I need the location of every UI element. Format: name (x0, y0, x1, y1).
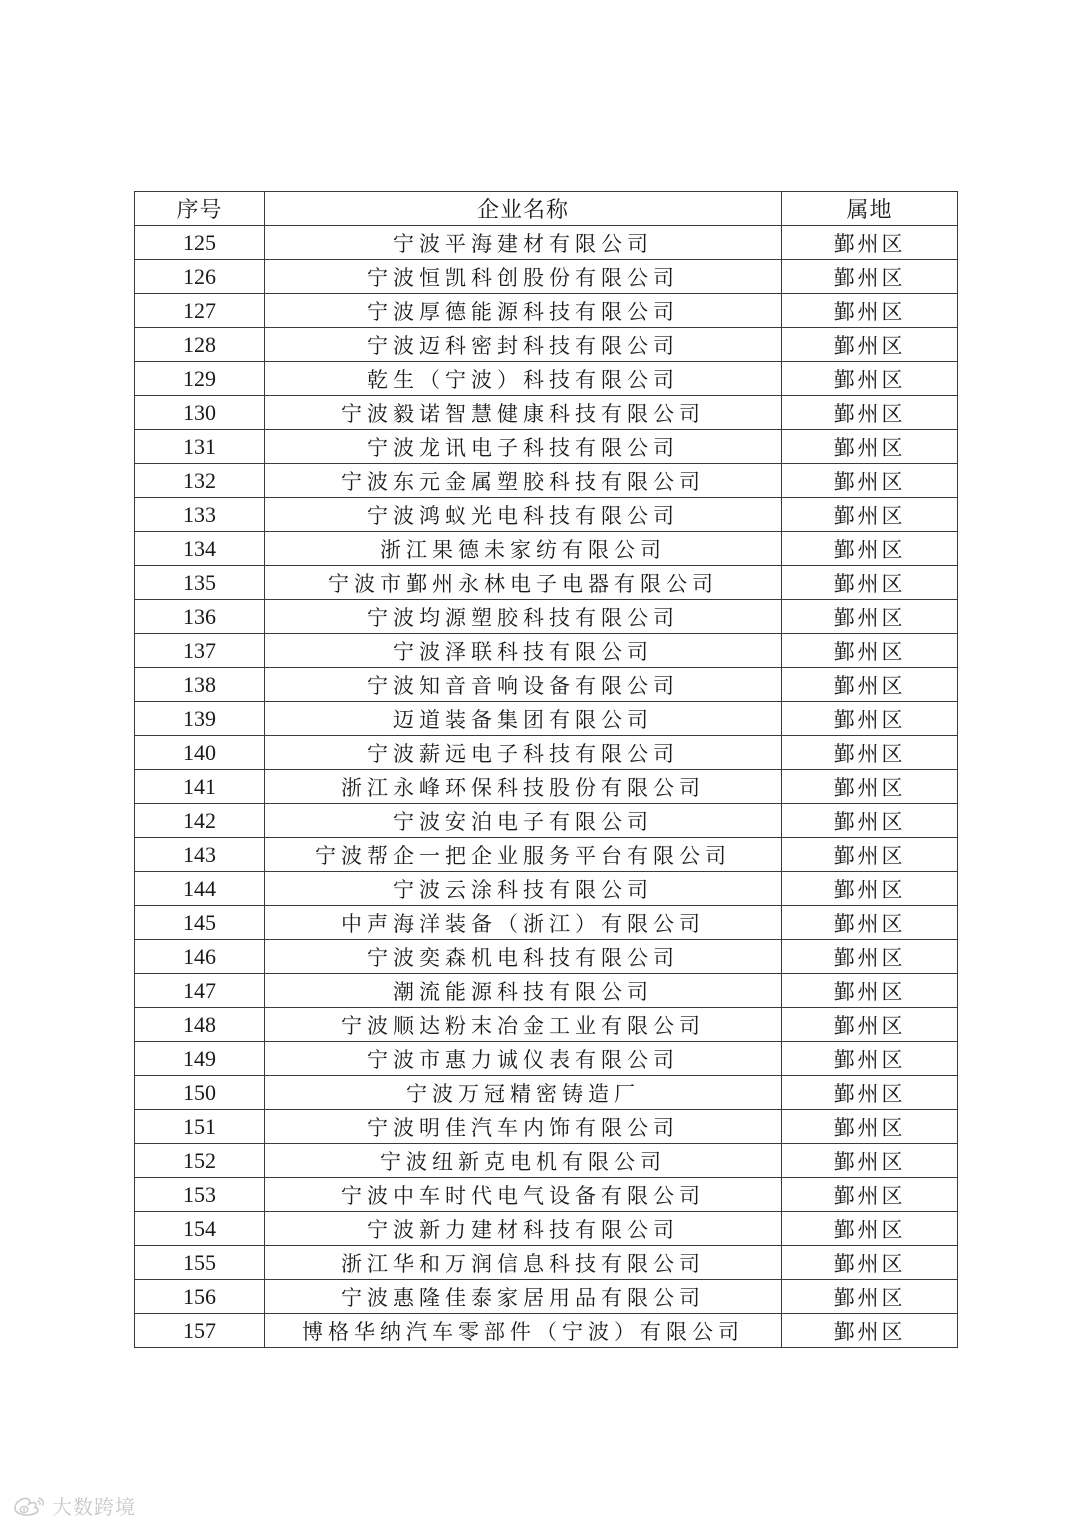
table-row (135, 668, 958, 702)
table-row (135, 838, 958, 872)
company-name-cell: 浙江果德未家纺有限公司 (265, 532, 782, 566)
company-name-cell: 宁波惠隆佳泰家居用品有限公司 (265, 1280, 782, 1314)
row-index-cell: 138 (135, 668, 265, 702)
district-cell: 鄞州区 (782, 804, 958, 838)
table-row (135, 1246, 958, 1280)
company-name-cell: 宁波市鄞州永林电子电器有限公司 (265, 566, 782, 600)
row-index-cell: 147 (135, 974, 265, 1008)
district-cell: 鄞州区 (782, 668, 958, 702)
table-row (135, 362, 958, 396)
table-row (135, 1280, 958, 1314)
table-row (135, 294, 958, 328)
company-name-cell: 宁波知音音响设备有限公司 (265, 668, 782, 702)
company-name-cell: 宁波奕森机电科技有限公司 (265, 940, 782, 974)
row-index-cell: 142 (135, 804, 265, 838)
district-cell: 鄞州区 (782, 1212, 958, 1246)
table-row (135, 702, 958, 736)
row-index-cell: 131 (135, 430, 265, 464)
company-name-cell: 浙江华和万润信息科技有限公司 (265, 1246, 782, 1280)
row-index-cell: 140 (135, 736, 265, 770)
company-name-cell: 浙江永峰环保科技股份有限公司 (265, 770, 782, 804)
table-header-row (135, 192, 958, 226)
company-name-cell: 宁波安泊电子有限公司 (265, 804, 782, 838)
table-row (135, 430, 958, 464)
table-body (135, 226, 958, 1348)
district-cell: 鄞州区 (782, 328, 958, 362)
table-row (135, 1110, 958, 1144)
district-cell: 鄞州区 (782, 1008, 958, 1042)
table-row (135, 600, 958, 634)
row-index-cell: 152 (135, 1144, 265, 1178)
district-cell: 鄞州区 (782, 464, 958, 498)
table-row (135, 974, 958, 1008)
watermark (12, 1491, 136, 1519)
row-index-cell: 150 (135, 1076, 265, 1110)
company-name-cell: 宁波中车时代电气设备有限公司 (265, 1178, 782, 1212)
row-index-cell: 149 (135, 1042, 265, 1076)
table-row (135, 464, 958, 498)
company-list-table (134, 191, 958, 1348)
row-index-cell: 126 (135, 260, 265, 294)
row-index-cell: 134 (135, 532, 265, 566)
weibo-logo-icon (12, 1494, 46, 1516)
company-name-cell: 宁波纽新克电机有限公司 (265, 1144, 782, 1178)
row-index-cell: 145 (135, 906, 265, 940)
row-index-cell: 129 (135, 362, 265, 396)
table-row (135, 328, 958, 362)
row-index-cell: 148 (135, 1008, 265, 1042)
district-cell: 鄞州区 (782, 226, 958, 260)
row-index-cell: 127 (135, 294, 265, 328)
company-name-cell: 宁波薪远电子科技有限公司 (265, 736, 782, 770)
district-cell: 鄞州区 (782, 702, 958, 736)
table-row (135, 634, 958, 668)
company-name-cell: 中声海洋装备（浙江）有限公司 (265, 906, 782, 940)
table-row (135, 1076, 958, 1110)
table-row (135, 1144, 958, 1178)
row-index-cell: 128 (135, 328, 265, 362)
district-cell: 鄞州区 (782, 1314, 958, 1348)
company-name-cell: 宁波鸿蚁光电科技有限公司 (265, 498, 782, 532)
district-cell: 鄞州区 (782, 600, 958, 634)
district-cell: 鄞州区 (782, 906, 958, 940)
district-cell: 鄞州区 (782, 260, 958, 294)
company-name-cell: 宁波帮企一把企业服务平台有限公司 (265, 838, 782, 872)
company-name-cell: 宁波均源塑胶科技有限公司 (265, 600, 782, 634)
district-cell: 鄞州区 (782, 396, 958, 430)
district-cell: 鄞州区 (782, 1178, 958, 1212)
district-cell: 鄞州区 (782, 736, 958, 770)
row-index-cell: 144 (135, 872, 265, 906)
table-row (135, 872, 958, 906)
company-name-cell: 宁波迈科密封科技有限公司 (265, 328, 782, 362)
table-row (135, 906, 958, 940)
table-row (135, 770, 958, 804)
district-cell: 鄞州区 (782, 362, 958, 396)
company-name-cell: 宁波厚德能源科技有限公司 (265, 294, 782, 328)
table-row (135, 1178, 958, 1212)
district-cell: 鄞州区 (782, 634, 958, 668)
row-index-cell: 135 (135, 566, 265, 600)
company-name-cell: 宁波顺达粉末冶金工业有限公司 (265, 1008, 782, 1042)
company-name-cell: 宁波龙讯电子科技有限公司 (265, 430, 782, 464)
table-row (135, 804, 958, 838)
row-index-cell: 133 (135, 498, 265, 532)
row-index-cell: 132 (135, 464, 265, 498)
district-cell: 鄞州区 (782, 940, 958, 974)
district-cell: 鄞州区 (782, 1042, 958, 1076)
district-cell: 鄞州区 (782, 838, 958, 872)
district-cell: 鄞州区 (782, 498, 958, 532)
company-name-cell: 宁波明佳汽车内饰有限公司 (265, 1110, 782, 1144)
row-index-cell: 137 (135, 634, 265, 668)
company-name-cell: 宁波毅诺智慧健康科技有限公司 (265, 396, 782, 430)
table-row (135, 1314, 958, 1348)
row-index-cell: 139 (135, 702, 265, 736)
table-row (135, 1008, 958, 1042)
row-index-cell: 154 (135, 1212, 265, 1246)
company-name-cell: 宁波平海建材有限公司 (265, 226, 782, 260)
table-row (135, 532, 958, 566)
table-row (135, 396, 958, 430)
watermark-text: 大数跨境 (52, 1494, 136, 1519)
table-row (135, 226, 958, 260)
district-cell: 鄞州区 (782, 532, 958, 566)
company-name-cell: 博格华纳汽车零部件（宁波）有限公司 (265, 1314, 782, 1348)
company-name-cell: 宁波泽联科技有限公司 (265, 634, 782, 668)
table-row (135, 260, 958, 294)
row-index-cell: 125 (135, 226, 265, 260)
district-cell: 鄞州区 (782, 430, 958, 464)
row-index-cell: 136 (135, 600, 265, 634)
row-index-cell: 143 (135, 838, 265, 872)
company-name-cell: 乾生（宁波）科技有限公司 (265, 362, 782, 396)
table-row (135, 940, 958, 974)
district-cell: 鄞州区 (782, 294, 958, 328)
district-cell: 鄞州区 (782, 872, 958, 906)
table-row (135, 498, 958, 532)
district-cell: 鄞州区 (782, 1144, 958, 1178)
header-company-name: 企业名称 (265, 192, 782, 226)
company-name-cell: 宁波市惠力诚仪表有限公司 (265, 1042, 782, 1076)
company-name-cell: 宁波恒凯科创股份有限公司 (265, 260, 782, 294)
row-index-cell: 157 (135, 1314, 265, 1348)
table-row (135, 1212, 958, 1246)
company-name-cell: 宁波新力建材科技有限公司 (265, 1212, 782, 1246)
district-cell: 鄞州区 (782, 1280, 958, 1314)
row-index-cell: 146 (135, 940, 265, 974)
table-row (135, 566, 958, 600)
company-name-cell: 宁波万冠精密铸造厂 (265, 1076, 782, 1110)
company-name-cell: 宁波东元金属塑胶科技有限公司 (265, 464, 782, 498)
row-index-cell: 141 (135, 770, 265, 804)
company-name-cell: 宁波云涂科技有限公司 (265, 872, 782, 906)
district-cell: 鄞州区 (782, 1110, 958, 1144)
row-index-cell: 130 (135, 396, 265, 430)
district-cell: 鄞州区 (782, 566, 958, 600)
row-index-cell: 155 (135, 1246, 265, 1280)
district-cell: 鄞州区 (782, 1246, 958, 1280)
row-index-cell: 156 (135, 1280, 265, 1314)
row-index-cell: 151 (135, 1110, 265, 1144)
company-name-cell: 潮流能源科技有限公司 (265, 974, 782, 1008)
district-cell: 鄞州区 (782, 1076, 958, 1110)
company-name-cell: 迈道装备集团有限公司 (265, 702, 782, 736)
row-index-cell: 153 (135, 1178, 265, 1212)
table-row (135, 1042, 958, 1076)
district-cell: 鄞州区 (782, 770, 958, 804)
header-index: 序号 (135, 192, 265, 226)
header-district: 属地 (782, 192, 958, 226)
table-row (135, 736, 958, 770)
district-cell: 鄞州区 (782, 974, 958, 1008)
